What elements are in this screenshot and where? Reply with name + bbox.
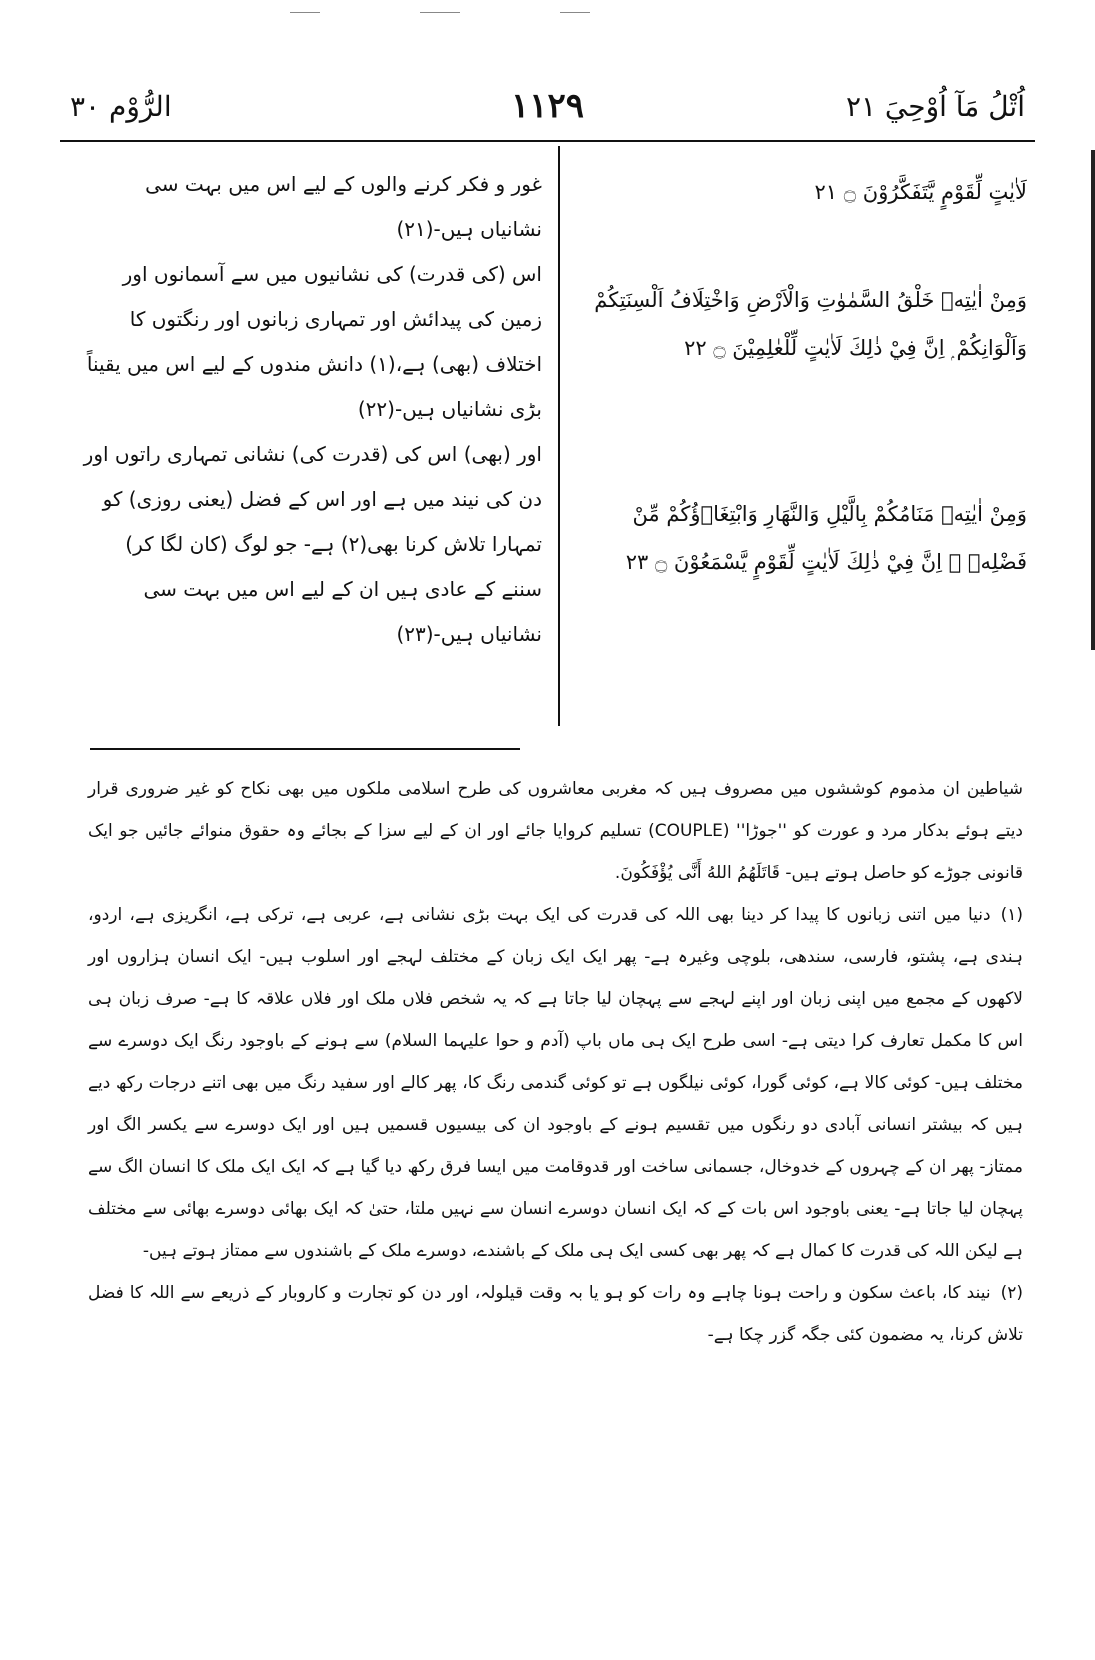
top-scan-marks [260,6,680,26]
header-rule [60,140,1035,142]
footnote-1-text: دنیا میں اتنی زبانوں کا پیدا کر دینا بھی اللہ کی قدرت کی ایک بہت بڑی نشانی ہے، عربی ہے، ترکی ہے، انگریزی ہے، اردو، ہندی ہے، پشتو، فارسی، سندھی، بلوچی وغیرہ ہے- پھر ایک ایک زبان کے مختلف لہجے اور اسلوب ہیں- ایک انسان ہزاروں اور لاکھوں کے مجمع میں اپنی زبان اور اپنے لہجے سے پہچان لیا جاتا ہے کہ یہ شخص فلاں ملک اور فلاں علاقہ کا ہے- صرف زبان ہی اس کا مکمل تعارف کرا دیتی ہے- اسی طرح ایک ہی ماں باپ (آدم و حوا علیہما السلام) سے ہونے کے باوجود رنگ ایک دوسرے سے مختلف ہیں- کوئی کالا ہے، کوئی گورا، کوئی نیلگوں ہے تو کوئی گندمی رنگ کا، پھر کالے اور سفید رنگ میں بھی اتنے درجات رکھ دیے ہیں کہ بیشتر انسانی آبادی دو رنگوں میں تقسیم ہونے کے باوجود ان کی بیسیوں قسمیں ہیں اور ایک دوسرے سے یکسر الگ اور ممتاز- پھر ان کے چہروں کے خدوخال، جسمانی ساخت اور قدوقامت میں ایسا فرق رکھ دیا گیا ہے کہ ایک ایک ملک کا انسان الگ سے پہچان لیا جاتا ہے- یعنی باوجود اس بات کے کہ ایک انسان دوسرے انسان سے نہیں ملتا، حتیٰ کہ ایک بھائی دوسرے بھائی سے مختلف ہے لیکن اللہ کی قدرت کا کمال ہے کہ پھر بھی کسی ایک ہی ملک کے باشندے، دوسرے ملک کے باشندوں سے ممتاز ہوتے ہیں- [88,905,1023,1261]
verse-22-number: ٢٢ [684,336,707,360]
footnotes [88,768,1023,1356]
footnote-1-marker: (۱) [1000,905,1023,925]
page-edge-shadow [1083,150,1095,650]
translation-verse-23: اور (بھی) اس کی (قدرت کی) نشانی تمہاری راتوں اور دن کی نیند میں ہے اور اس کے فضل (یعنی روزی) کو تمہارا تلاش کرنا بھی(۲) ہے- جو لوگ (کان لگا کر) سننے کے عادی ہیں ان کے لیے اس میں بہت سی نشانیاں ہیں-(۲۳) [83,442,542,646]
page-header [60,82,1035,134]
urdu-translation-column [80,162,542,657]
verse-23-line-2: فَضْلِهٖ ۭ اِنَّ فِيْ ذٰلِكَ لَاٰيٰتٍ لِّقَوْمٍ يَّسْمَعُوْنَ ۝ [654,550,1027,574]
verse-21-text: لَاٰيٰتٍ لِّقَوْمٍ يَّتَفَكَّرُوْنَ ۝ [843,180,1027,204]
verse-22 [572,276,1027,372]
verse-23-line-1: وَمِنْ اٰيٰتِهٖ مَنَامُكُمْ بِالَّيْلِ وَالنَّهَارِ وَابْتِغَاۗؤُكُمْ مِّنْ [632,502,1027,526]
translation-verse-22: اس (کی قدرت) کی نشانیوں میں سے آسمانوں اور زمین کی پیدائش اور تمہاری زبانوں اور رنگتوں کا اختلاف (بھی) ہے،(۱) دانش مندوں کے لیے اس میں یقیناً بڑی نشانیاں ہیں-(۲۲) [86,262,542,421]
footnote-2-marker: (۲) [1000,1283,1023,1303]
footnote-rule [90,748,520,750]
footnote-1 [88,894,1023,1272]
verse-23-number: ٢٣ [625,550,649,574]
verse-21-number: ٢١ [814,180,838,204]
footnote-2 [88,1272,1023,1356]
verse-22-line-1: وَمِنْ اٰيٰتِهٖ خَلْقُ السَّمٰوٰتِ وَالْاَرْضِ وَاخْتِلَافُ اَلْسِنَتِكُمْ [594,288,1027,312]
surah-name: الرُّوْم ۳۰ [70,90,172,123]
verse-23 [572,490,1027,586]
verse-22-line-2: وَاَلْوَانِكُمْ ۭ اِنَّ فِيْ ذٰلِكَ لَاٰيٰتٍ لِّلْعٰلِمِيْنَ ۝ [713,336,1027,360]
juz-name: اُتْلُ مَآ اُوْحِيَ ۲۱ [845,90,1025,123]
translation-verse-21: غور و فکر کرنے والوں کے لیے اس میں بہت سی نشانیاں ہیں-(۲۱) [145,172,542,241]
footnote-continuation: شیاطین ان مذموم کوششوں میں مصروف ہیں کہ مغربی معاشروں کی طرح اسلامی ملکوں میں بھی نکاح کو غیر ضروری قرار دیتے ہوئے بدکار مرد و عورت کو ''جوڑا'' (COUPLE) تسلیم کروایا جائے اور ان کے لیے سزا کے بجائے وہ حقوق منوائے جائیں جو ایک قانونی جوڑے کو حاصل ہوتے ہیں- قَاتَلَهُمُ اللهُ أَنَّى يُؤْفَكُونَ. [88,779,1023,883]
verse-21 [572,168,1027,216]
footnote-2-text: نیند کا، باعث سکون و راحت ہونا چاہے وہ رات کو ہو یا بہ وقت قیلولہ، اور دن کو تجارت و کاروبار کے ذریعے سے اللہ کا فضل تلاش کرنا، یہ مضمون کئی جگہ گزر چکا ہے- [88,1283,1023,1345]
column-divider [558,146,560,726]
page-number: ۱۱۲۹ [510,86,585,126]
